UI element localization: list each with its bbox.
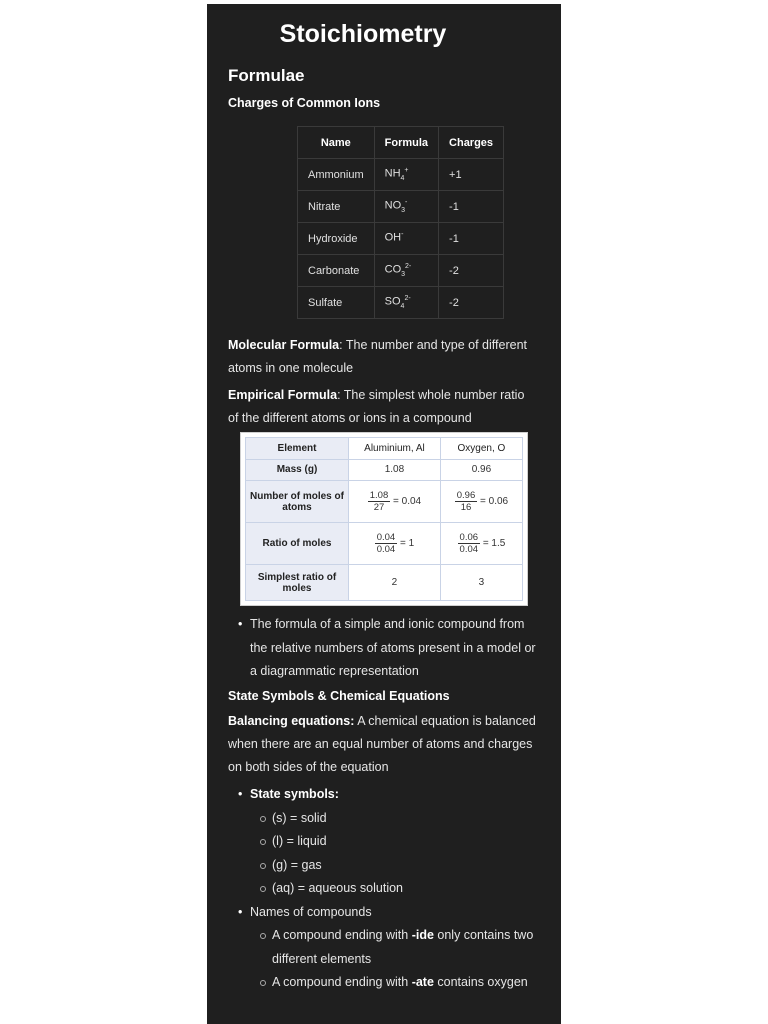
formula-bullet-list [238,613,540,684]
table-row [298,223,504,255]
table-row [246,523,523,565]
ion-name: Hydroxide [298,223,375,255]
table-row [298,287,504,319]
ion-name: Nitrate [298,191,375,223]
table-cell: 0.96 [440,459,522,481]
sublist-item: (aq) = aqueous solution [272,877,540,901]
sublist-item: (g) = gas [272,854,540,878]
row-label: Simplest ratio of moles [246,565,349,601]
table-cell: $\frac{0.06}{0.04}$ = 1.5 [440,523,522,565]
sublist-item: A compound ending with -ate contains oxygen [272,971,534,995]
ion-formula: $NH_4^+$ [374,159,438,191]
list-item [238,613,540,684]
empirical-formula-definition [228,384,538,430]
row-label: Mass (g) [246,459,349,481]
column-header: Charges [439,127,504,159]
table-cell: $\frac{1.08}{27}$ = 0.04 [349,481,441,523]
table-cell: 3 [440,565,522,601]
table-row [298,191,504,223]
ion-formula: $NO_3^-$ [374,191,438,223]
document-page [207,4,561,1024]
list-item [238,783,540,807]
row-label: Ratio of moles [246,523,349,565]
ion-name: Ammonium [298,159,375,191]
empirical-formula-table-image [240,432,528,606]
bullet-icon: • [238,904,243,919]
column-header: Formula [374,127,438,159]
ion-charge: +1 [439,159,504,191]
empirical-table [245,437,523,601]
column-header: Oxygen, O [440,438,522,460]
state-symbols-heading: State Symbols & Chemical Equations [228,689,450,703]
fraction: $\frac{1.08}{27}$ [369,490,389,513]
term: Balancing equations: [228,714,355,728]
list-item-label: State symbols: [250,787,339,801]
list-item-text: The formula of a simple and ionic compound from the relative numbers of atoms present in a model or a diagrammatic representation [250,617,536,678]
page-title: Stoichiometry [279,20,447,48]
ion-formula: $CO_3^{2-}$ [374,255,438,287]
ion-formula: OH- [374,223,438,255]
bullet-icon: • [238,787,243,801]
term: Molecular Formula [228,338,340,352]
circle-bullet-icon [260,863,266,869]
state-symbols-list [238,783,540,995]
ion-charge: -2 [439,255,504,287]
table-cell: 2 [349,565,441,601]
bullet-icon: • [238,617,243,631]
sublist [272,924,534,995]
table-header-row [298,127,504,159]
table-row [298,159,504,191]
ion-charge: -2 [439,287,504,319]
ion-charge: -1 [439,191,504,223]
circle-bullet-icon [260,816,266,822]
table-row [298,255,504,287]
circle-bullet-icon [260,980,266,986]
table-row [246,459,523,481]
term: Empirical Formula [228,388,338,402]
definition: : The number and type of different atoms in one molecule [228,338,527,375]
circle-bullet-icon [260,839,266,845]
sublist-item: A compound ending with -ide only contains two different elements [272,924,534,971]
fraction: $\frac{0.06}{0.04}$ [459,532,479,555]
definition: : The simplest whole number ratio of the different atoms or ions in a compound [228,388,525,425]
row-label: Number of moles of atoms [246,481,349,523]
sublist-item: (l) = liquid [272,830,540,854]
column-header: Element [246,438,349,460]
balancing-equations-definition [228,710,538,779]
ion-formula: $SO_4^{2-}$ [374,287,438,319]
ion-name: Carbonate [298,255,375,287]
table-row [246,481,523,523]
table-row [246,565,523,601]
sublist [272,807,540,901]
table-cell: 1.08 [349,459,441,481]
table-cell: $\frac{0.04}{0.04}$ = 1 [349,523,441,565]
ions-table [297,126,504,319]
circle-bullet-icon [260,886,266,892]
table-cell: $\frac{0.96}{16}$ = 0.06 [440,481,522,523]
list-item-label: Names of compounds [250,904,372,919]
circle-bullet-icon [260,933,266,939]
section-heading: Formulae [228,66,305,85]
fraction: $\frac{0.04}{0.04}$ [376,532,396,555]
list-item [238,901,540,925]
column-header: Aluminium, Al [349,438,441,460]
molecular-formula-definition [228,334,538,380]
definition: A chemical equation is balanced when there are an equal number of atoms and charges on both sides of the equation [228,714,536,774]
ion-name: Sulfate [298,287,375,319]
column-header: Name [298,127,375,159]
table-row [246,438,523,460]
sublist-item: (s) = solid [272,807,540,831]
subsection-heading: Charges of Common Ions [228,96,381,110]
fraction: $\frac{0.96}{16}$ [456,490,476,513]
ion-charge: -1 [439,223,504,255]
